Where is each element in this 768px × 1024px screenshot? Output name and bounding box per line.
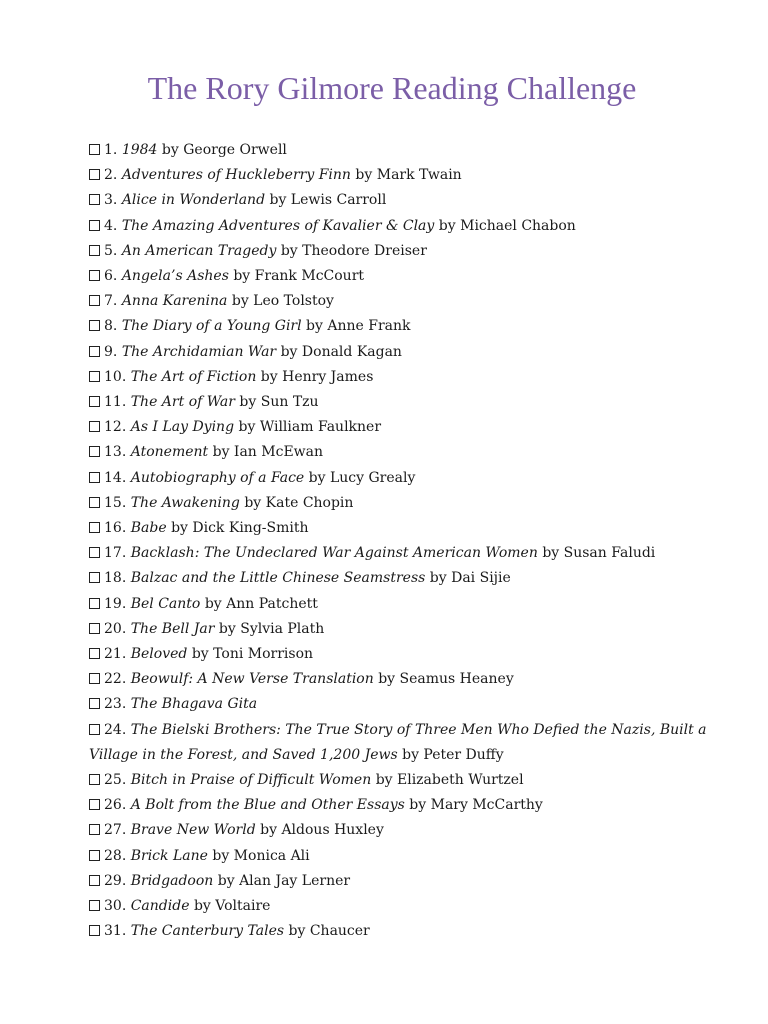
item-number: 23.: [104, 696, 127, 713]
list-item: [89, 239, 709, 264]
book-title: Brick Lane: [130, 847, 208, 864]
checkbox[interactable]: [89, 194, 100, 205]
checkbox[interactable]: [89, 673, 100, 684]
book-title: Bitch in Praise of Difficult Women: [130, 772, 372, 789]
book-title: Anna Karenina: [121, 293, 228, 310]
checkbox[interactable]: [89, 522, 100, 533]
item-number: 15.: [104, 494, 127, 511]
item-number: 30.: [104, 898, 127, 915]
list-item: [89, 188, 709, 213]
book-title: Atonement: [130, 444, 209, 461]
list-item: [89, 138, 709, 163]
checkbox[interactable]: [89, 497, 100, 508]
list-item: [89, 617, 709, 642]
list-item: [89, 466, 709, 491]
book-title: A Bolt from the Blue and Other Essays: [130, 797, 405, 814]
book-title: 1984: [121, 142, 158, 158]
page-title: The Rory Gilmore Reading Challenge: [147, 70, 637, 106]
list-item: [89, 214, 709, 239]
book-author: by Seamus Heaney: [378, 671, 514, 688]
book-title: The Bhagava Gita: [130, 696, 258, 713]
list-item: [89, 844, 709, 869]
list-item: [89, 793, 709, 818]
list-item: [89, 340, 709, 365]
checkbox[interactable]: [89, 270, 100, 281]
list-item: [89, 314, 709, 339]
book-title: Autobiography of a Face: [130, 469, 305, 486]
item-number: 18.: [104, 570, 127, 587]
checkbox[interactable]: [89, 472, 100, 483]
book-author: by Sylvia Plath: [218, 620, 325, 637]
item-number: 22.: [104, 671, 127, 688]
checkbox[interactable]: [89, 169, 100, 180]
list-item: [89, 566, 709, 591]
checkbox[interactable]: [89, 421, 100, 432]
book-title: Candide: [130, 898, 190, 915]
item-number: 7.: [104, 293, 118, 310]
book-title: As I Lay Dying: [130, 419, 235, 436]
item-number: 4.: [104, 217, 118, 234]
item-number: 9.: [104, 343, 118, 360]
book-author: by Mark Twain: [355, 167, 462, 184]
item-number: 5.: [104, 242, 118, 259]
book-author: by Lucy Grealy: [308, 469, 416, 486]
checkbox[interactable]: [89, 900, 100, 911]
book-title: The Art of War: [130, 394, 235, 411]
checkbox[interactable]: [89, 245, 100, 256]
book-title: The Diary of a Young Girl: [121, 318, 302, 335]
book-title: Alice in Wonderland: [121, 192, 266, 209]
book-title: The Bielski Brothers: The True Story of Three Men Who Defied the Nazis, Built a Village in the Forest, and Saved 1,200 Jews: [89, 721, 707, 763]
book-title: An American Tragedy: [121, 242, 277, 259]
book-author: by Kate Chopin: [244, 494, 354, 511]
checkbox[interactable]: [89, 572, 100, 583]
checkbox[interactable]: [89, 648, 100, 659]
list-item: [89, 919, 709, 944]
book-author: by Alan Jay Lerner: [217, 872, 351, 889]
checkbox[interactable]: [89, 346, 100, 357]
item-number: 26.: [104, 797, 127, 814]
book-author: by Dai Sijie: [429, 570, 511, 587]
book-author: by Anne Frank: [306, 318, 411, 335]
list-item: [89, 264, 709, 289]
book-author: by Theodore Dreiser: [280, 242, 427, 259]
item-number: 10.: [104, 368, 127, 385]
book-title: Adventures of Huckleberry Finn: [121, 167, 351, 184]
book-author: by Sun Tzu: [239, 394, 319, 411]
book-author: by George Orwell: [161, 142, 287, 158]
item-number: 17.: [104, 545, 127, 562]
list-item: [89, 642, 709, 667]
item-number: 12.: [104, 419, 127, 436]
list-item: [89, 692, 709, 717]
item-number: 13.: [104, 444, 127, 461]
item-number: 8.: [104, 318, 118, 335]
checkbox[interactable]: [89, 598, 100, 609]
book-author: by Ann Patchett: [204, 595, 318, 612]
item-number: 19.: [104, 595, 127, 612]
book-author: by Henry James: [260, 368, 374, 385]
book-title: Balzac and the Little Chinese Seamstress: [130, 570, 426, 587]
book-title: The Canterbury Tales: [130, 923, 285, 940]
book-author: by Dick King-Smith: [171, 520, 309, 537]
checkbox[interactable]: [89, 925, 100, 936]
book-title: The Art of Fiction: [130, 368, 257, 385]
book-author: by Leo Tolstoy: [231, 293, 334, 310]
checkbox[interactable]: [89, 446, 100, 457]
checkbox[interactable]: [89, 295, 100, 306]
list-item: [89, 516, 709, 541]
list-item: [89, 491, 709, 516]
item-number: 27.: [104, 822, 127, 839]
book-title: Babe: [130, 520, 167, 537]
checkbox[interactable]: [89, 724, 100, 735]
book-author: by William Faulkner: [238, 419, 382, 436]
book-title: Angela’s Ashes: [121, 268, 229, 285]
list-item: [89, 415, 709, 440]
checkbox[interactable]: [89, 698, 100, 709]
item-number: 2.: [104, 167, 118, 184]
checkbox[interactable]: [89, 824, 100, 835]
book-author: by Voltaire: [193, 898, 271, 915]
item-number: 16.: [104, 520, 127, 537]
checkbox[interactable]: [89, 220, 100, 231]
book-title: Bridgadoon: [130, 872, 214, 889]
book-author: by Toni Morrison: [191, 646, 314, 663]
book-title: Bel Canto: [130, 595, 201, 612]
book-title: Backlash: The Undeclared War Against American Women: [130, 545, 538, 562]
book-title: The Awakening: [130, 494, 240, 511]
list-item: [89, 818, 709, 843]
book-author: by Lewis Carroll: [269, 192, 387, 209]
book-author: by Ian McEwan: [212, 444, 324, 461]
book-title: The Archidamian War: [121, 343, 277, 360]
checkbox[interactable]: [89, 547, 100, 558]
reading-list: [89, 138, 709, 945]
item-number: 25.: [104, 772, 127, 789]
item-number: 14.: [104, 469, 127, 486]
list-item: [89, 390, 709, 415]
book-author: by Elizabeth Wurtzel: [375, 772, 524, 789]
book-title: Brave New World: [130, 822, 256, 839]
book-title: The Bell Jar: [130, 620, 215, 637]
checkbox[interactable]: [89, 875, 100, 886]
list-item: [89, 289, 709, 314]
book-author: by Donald Kagan: [280, 343, 402, 360]
book-author: by Michael Chabon: [438, 217, 576, 234]
book-author: by Susan Faludi: [542, 545, 656, 562]
book-author: by Chaucer: [288, 923, 370, 940]
list-item: [89, 667, 709, 692]
item-number: 29.: [104, 872, 127, 889]
list-item: [89, 541, 709, 566]
checkbox[interactable]: [89, 320, 100, 331]
book-title: The Amazing Adventures of Kavalier & Clay: [121, 217, 435, 234]
list-item: [89, 592, 709, 617]
item-number: 31.: [104, 923, 127, 940]
checkbox[interactable]: [89, 799, 100, 810]
book-author: by Aldous Huxley: [260, 822, 384, 839]
checkbox[interactable]: [89, 144, 100, 155]
checkbox[interactable]: [89, 774, 100, 785]
book-author: by Mary McCarthy: [409, 797, 543, 814]
list-item: [89, 894, 709, 919]
item-number: 24.: [104, 721, 127, 738]
item-number: 20.: [104, 620, 127, 637]
book-title: Beloved: [130, 646, 188, 663]
book-author: by Peter Duffy: [402, 746, 504, 763]
book-title: Beowulf: A New Verse Translation: [130, 671, 374, 688]
item-number: 21.: [104, 646, 127, 663]
book-author: by Monica Ali: [212, 847, 310, 864]
list-item: [89, 869, 709, 894]
list-item: [89, 365, 709, 390]
item-number: 28.: [104, 847, 127, 864]
checkbox[interactable]: [89, 850, 100, 861]
checkbox[interactable]: [89, 396, 100, 407]
checkbox[interactable]: [89, 371, 100, 382]
item-number: 3.: [104, 192, 118, 209]
item-number: 1.: [104, 142, 118, 158]
item-number: 11.: [104, 394, 127, 411]
list-item: [89, 163, 709, 188]
list-item: [89, 768, 709, 793]
list-item: [89, 440, 709, 465]
checkbox[interactable]: [89, 623, 100, 634]
book-author: by Frank McCourt: [233, 268, 365, 285]
list-item: [89, 718, 709, 768]
item-number: 6.: [104, 268, 118, 285]
